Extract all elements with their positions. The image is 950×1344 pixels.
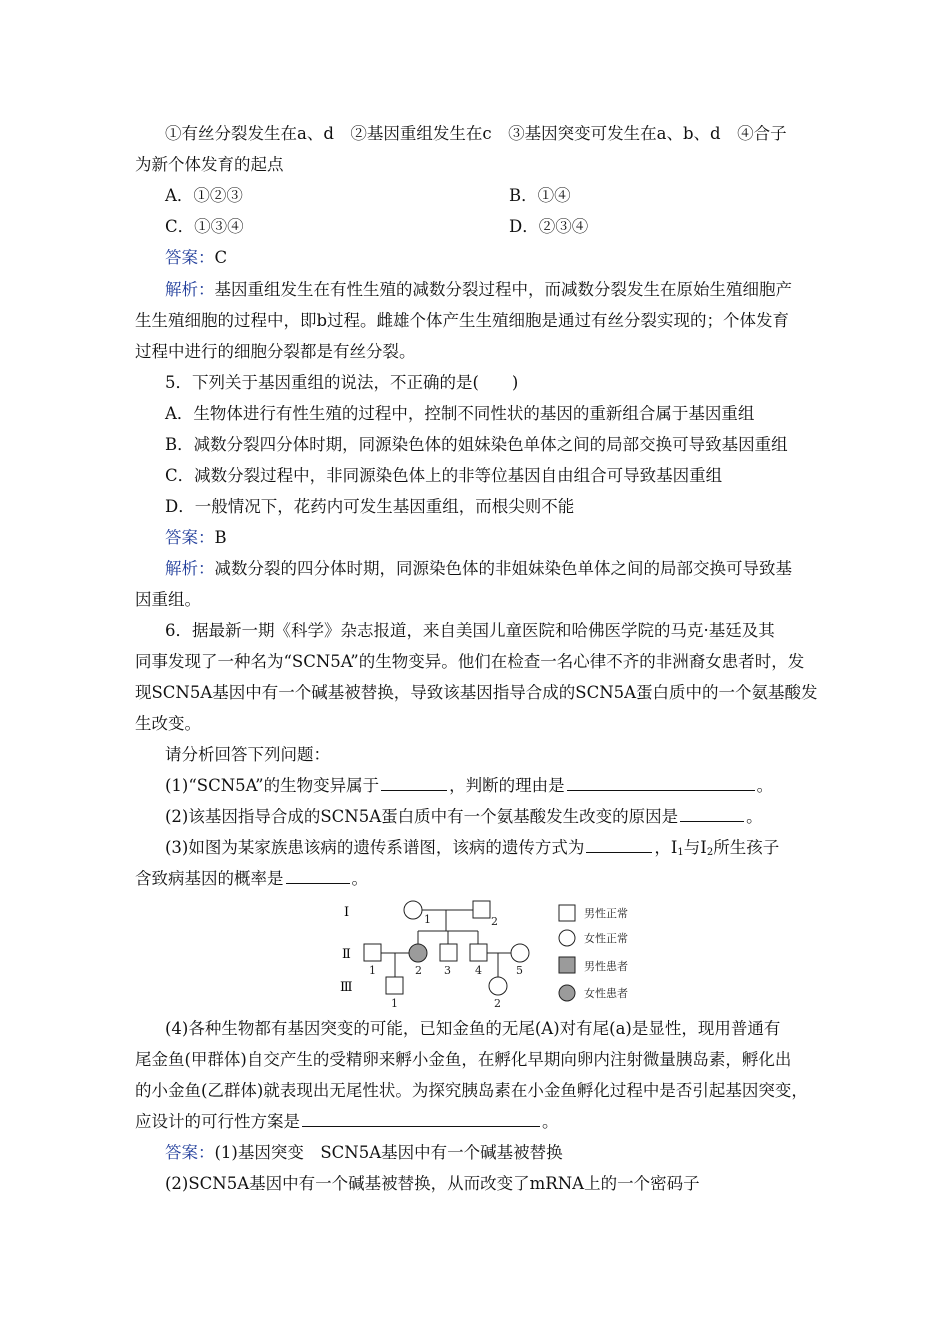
q5-analysis-line-1 [165,559,792,579]
answer-blank [586,838,652,853]
q4-answer [165,248,227,268]
q4-option-b: B．①④ [509,186,571,205]
legend-normal-female-icon [559,930,575,946]
part-3-text-b: ，I [654,838,678,857]
legend-affected-male-icon [559,957,575,973]
q4-analysis-line-3: 过程中进行的细胞分裂都是有丝分裂。 [135,342,416,361]
part-3-text-e: 含致病基因的概率是 [135,869,284,888]
analysis-text: 基因重组发生在有性生殖的减数分裂过程中，而减数分裂发生在原始生殖细胞产 [214,280,792,299]
part-1-text-c: 。 [756,776,774,795]
answer-blank [680,807,744,822]
gen3-male-1 [386,977,403,994]
number-label: 2 [415,964,422,977]
q5-stem: 5．下列关于基因重组的说法，不正确的是( ) [165,373,519,392]
q5-option-a: A．生物体进行有性生殖的过程中，控制不同性状的基因的重新组合属于基因重组 [165,404,755,423]
q6-prompt: 请分析回答下列问题： [165,745,330,764]
q6-part-4-line-2: 尾金鱼(甲群体)自交产生的受精卵来孵小金鱼，在孵化早期向卵内注射微量胰岛素，孵化出 [135,1050,792,1069]
answer-text: (1)基因突变 SCN5A基因中有一个碱基被替换 [214,1143,563,1162]
number-label: 5 [516,964,523,977]
q6-part-4-line-1: (4)各种生物都有基因突变的可能，已知金鱼的无尾(A)对有尾(a)是显性，现用普通有 [165,1019,781,1038]
part-4-text-a: 应设计的可行性方案是 [135,1112,300,1131]
q6-answer-1 [165,1143,563,1163]
q5-option-d: D．一般情况下，花药内可发生基因重组，而根尖则不能 [165,497,575,516]
number-label: 2 [491,915,498,928]
q4-items-line-cont: 为新个体发育的起点 [135,155,284,174]
legend-label: 男性患者 [584,960,628,973]
part-4-text-b: 。 [542,1112,559,1131]
q6-stem-2: 同事发现了一种名为“SCN5A”的生物变异。他们在检查一名心律不齐的非洲裔女患者时，发 [135,652,805,671]
q6-part-3 [165,838,779,863]
legend-labels [584,906,628,1000]
number-label: 1 [369,964,376,977]
subscript: 2 [706,847,714,858]
generation-label-1: Ⅰ [344,905,350,920]
gen2-female-5 [511,944,529,962]
q6-part-4-line-3: 的小金鱼(乙群体)就表现出无尾性状。为探究胰岛素在小金鱼孵化过程中是否引起基因突变， [135,1081,808,1100]
gen2-male-3 [440,944,457,961]
q4-items-line: ①有丝分裂发生在a、d ②基因重组发生在c ③基因突变可发生在a、b、d ④合子 [165,124,787,143]
q4-option-d: D．②③④ [509,217,589,236]
number-label: 1 [391,997,398,1010]
generation-label-3: Ⅲ [340,980,353,995]
q4-option-c: C．①③④ [165,217,244,236]
part-3-text-f: 。 [351,869,368,888]
analysis-label: 解析： [165,559,215,578]
q5-option-b: B．减数分裂四分体时期，同源染色体的姐妹染色单体之间的局部交换可导致基因重组 [165,435,788,454]
part-3-text-a: (3)如图为某家族患该病的遗传系谱图，该病的遗传方式为 [165,838,585,857]
gen2-affected-female-2 [409,944,427,962]
legend-normal-male-icon [559,905,575,921]
q4-option-a: A．①②③ [165,186,243,205]
answer-blank [567,776,755,791]
q6-stem-4: 生改变。 [135,714,201,733]
q6-part-4-line-4 [135,1112,559,1132]
answer-label: 答案： [165,528,215,547]
q4-analysis-line-1 [165,280,792,300]
number-label: 2 [494,997,501,1010]
answer-label: 答案： [165,1143,215,1162]
q6-part-2 [165,807,763,827]
legend-label: 女性正常 [584,932,628,945]
pedigree-chart [330,892,650,1010]
part-2-text-b: 。 [746,807,763,826]
legend-label: 男性正常 [584,907,628,920]
answer-label: 答案： [165,248,215,267]
q5-option-c: C．减数分裂过程中，非同源染色体上的非等位基因自由组合可导致基因重组 [165,466,723,485]
number-label: 4 [475,964,482,977]
q4-analysis-line-2: 生生殖细胞的过程中，即b过程。雌雄个体产生生殖细胞是通过有丝分裂实现的；个体发育 [135,311,790,330]
q6-stem-1: 6．据最新一期《科学》杂志报道，来自美国儿童医院和哈佛医学院的马克·基廷及其 [165,621,775,640]
generation-label-2: Ⅱ [342,947,351,962]
answer-value: C [214,248,228,267]
legend-affected-female-icon [559,985,575,1001]
q6-part-1 [165,776,773,796]
subscript: 1 [677,847,684,858]
gen2-male-4 [470,944,487,961]
gen3-female-2 [489,977,507,995]
number-label: 1 [424,913,431,926]
q6-part-3-cont [135,869,368,889]
q5-analysis-line-2: 因重组。 [135,590,201,609]
part-1-text-b: ，判断的理由是 [449,776,565,795]
number-label: 3 [444,964,451,977]
q5-answer [165,528,227,548]
answer-value: B [214,528,227,547]
q6-answer-2: (2)SCN5A基因中有一个碱基被替换，从而改变了mRNA上的一个密码子 [165,1174,700,1193]
answer-blank [381,776,447,791]
legend-label: 女性患者 [584,987,628,1000]
analysis-label: 解析： [165,280,215,299]
part-3-text-c: 与I [683,838,707,857]
answer-blank [286,869,350,884]
analysis-text: 减数分裂的四分体时期，同源染色体的非姐妹染色单体之间的局部交换可导致基 [214,559,792,578]
part-3-text-d: 所生孩子 [713,838,780,857]
gen1-female-1 [404,901,422,919]
gen1-male-2 [473,901,490,918]
answer-blank [302,1112,540,1127]
part-2-text-a: (2)该基因指导合成的SCN5A蛋白质中有一个氨基酸发生改变的原因是 [165,807,679,826]
q6-stem-3: 现SCN5A基因中有一个碱基被替换，导致该基因指导合成的SCN5A蛋白质中的一个氨基酸发 [135,683,818,702]
gen2-male-1 [364,944,381,961]
part-1-text-a: (1)“SCN5A”的生物变异属于 [165,776,380,795]
